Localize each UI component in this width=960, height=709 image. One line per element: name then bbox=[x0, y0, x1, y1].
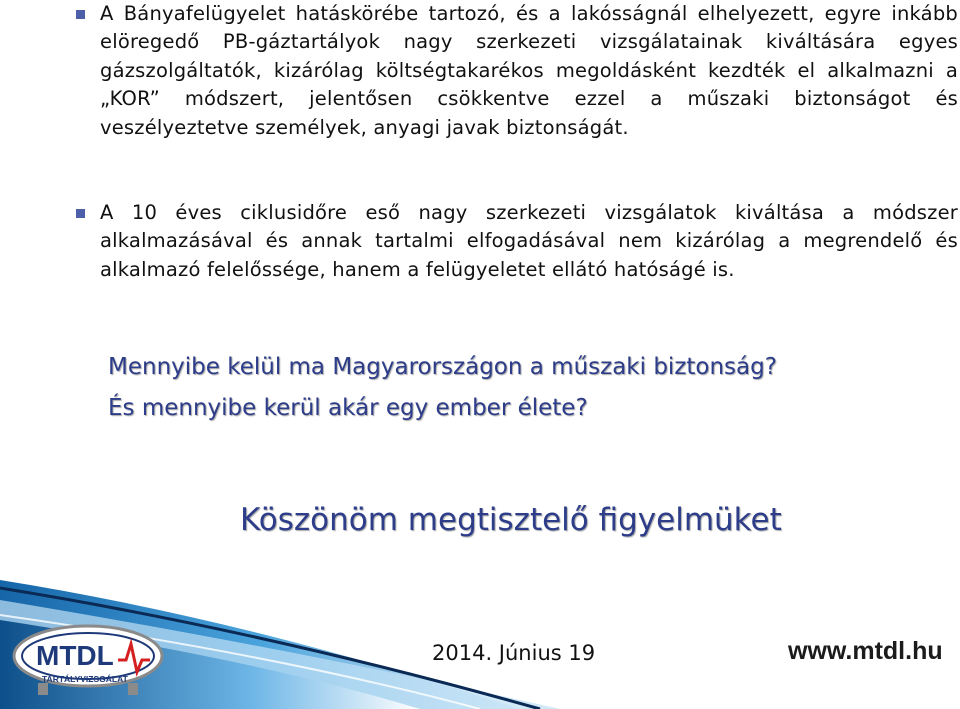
bullet-icon bbox=[76, 209, 85, 218]
logo-subtitle: TARTÁLYVIZSGÁLAT bbox=[42, 674, 128, 684]
website-link[interactable]: www.mtdl.hu bbox=[788, 637, 943, 665]
paragraph-1: A Bányafelügyelet hatáskörébe tartozó, és a lakósságnál elhelyezett, egyre inkább elöregedő PB-gáztartályok nagy szerkezeti vizsgálatainak kiváltására egyes gázszolgáltatók, kizárólag költségtakarékos megoldásként kezdték el alkalmazni a „KOR” módszert, jelentősen csökkentve ezzel a műszaki biztonságot és veszélyeztetve személyek, anyagi javak biztonságát. bbox=[100, 2, 958, 139]
question-line-1: Mennyibe kelül ma Magyarországon a műszaki biztonság? bbox=[108, 354, 777, 380]
presentation-date: 2014. Június 19 bbox=[432, 641, 596, 665]
mtdl-logo bbox=[8, 620, 168, 700]
paragraph-2: A 10 éves ciklusidőre eső nagy szerkezeti vizsgálatok kiváltása a módszer alkalmazásával és annak tartalmi elfogadásával nem kizárólag a megrendelő és alkalmazó felelőssége, hanem a felügyeletet ellátó hatóságé is. bbox=[100, 201, 958, 281]
logo-text: MTDL bbox=[36, 640, 114, 671]
question-line-2: És mennyibe kerül akár egy ember élete? bbox=[108, 395, 588, 421]
closing-title: Köszönöm megtisztelő figyelmüket bbox=[240, 502, 782, 538]
bullet-icon bbox=[76, 10, 85, 19]
